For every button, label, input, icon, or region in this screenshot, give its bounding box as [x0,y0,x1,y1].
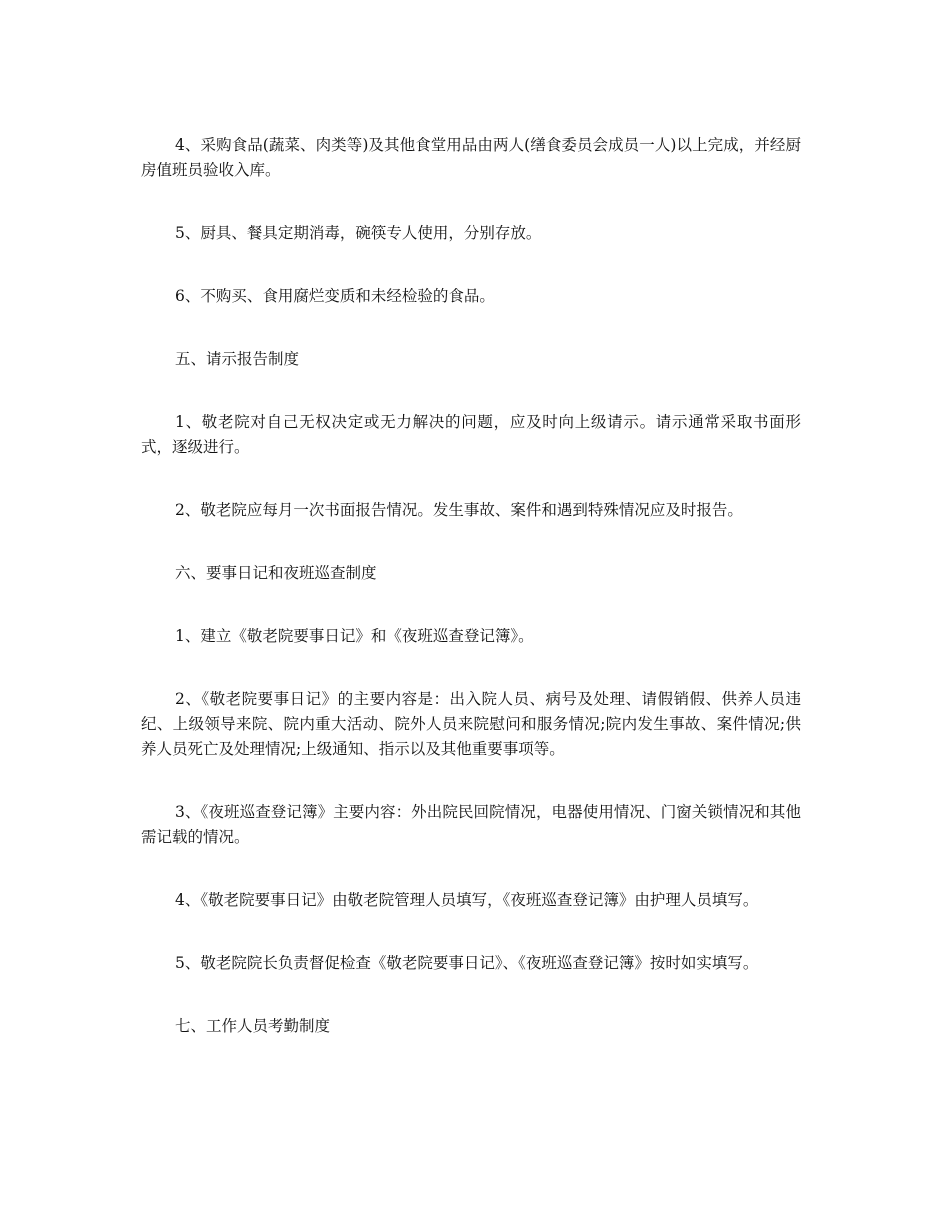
log-rule-3-paragraph: 3、《夜班巡查登记簿》主要内容：外出院民回院情况，电器使用情况、门窗关锁情况和其他需记载的情况。 [141,803,801,846]
log-rule-4-paragraph: 4、《敬老院要事日记》由敬老院管理人员填写，《夜班巡查登记簿》由护理人员填写。 [175,891,759,909]
section-heading-attendance: 七、工作人员考勤制度 [175,1017,331,1035]
food-safety-rule-paragraph: 6、不购买、食用腐烂变质和未经检验的食品。 [175,287,495,305]
log-rule-5-paragraph: 5、敬老院院长负责督促检查《敬老院要事日记》、《夜班巡查登记簿》按时如实填写。 [175,954,759,972]
reporting-rule-2-paragraph: 2、敬老院应每月一次书面报告情况。发生事故、案件和遇到特殊情况应及时报告。 [175,501,743,519]
section-heading-reporting: 五、请示报告制度 [175,350,300,368]
section-heading-daily-log: 六、要事日记和夜班巡查制度 [175,564,377,582]
procurement-rule-paragraph: 4、采购食品(蔬菜、肉类等)及其他食堂用品由两人(缮食委员会成员一人)以上完成，并经厨房值班员验收入库。 [141,136,801,179]
document-body [141,133,801,1077]
log-rule-1-paragraph: 1、建立《敬老院要事日记》和《夜班巡查登记簿》。 [175,627,534,645]
reporting-rule-1-paragraph: 1、敬老院对自己无权决定或无力解决的问题，应及时向上级请示。请示通常采取书面形式，逐级进行。 [141,413,801,456]
log-rule-2-paragraph: 2、《敬老院要事日记》的主要内容是：出入院人员、病号及处理、请假销假、供养人员违纪、上级领导来院、院内重大活动、院外人员来院慰问和服务情况;院内发生事故、案件情况;供养人员死亡及处理情况;上级通知、指示以及其他重要事项等。 [141,690,801,758]
tableware-rule-paragraph: 5、厨具、餐具定期消毒，碗筷专人使用，分别存放。 [175,224,542,242]
